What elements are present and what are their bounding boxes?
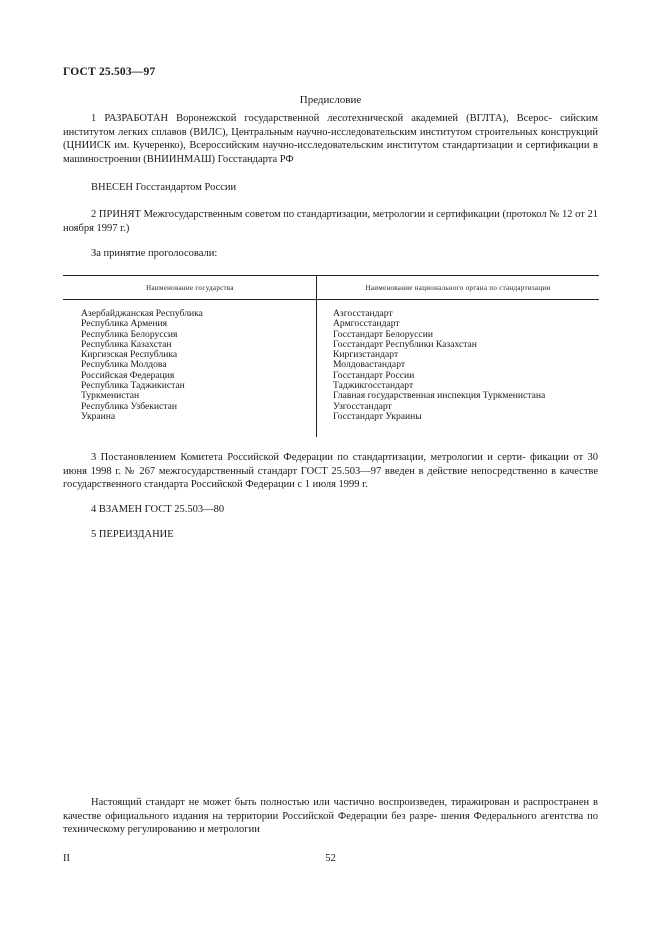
state-name: Азербайджанская Республика: [81, 308, 203, 319]
table-row: [63, 412, 599, 422]
voted-for-label: За принятие проголосовали:: [91, 248, 218, 259]
standards-body-name: Главная государственная инспекция Туркменистана: [333, 390, 546, 402]
table-header: [63, 276, 599, 300]
item-5-reissue: 5 ПЕРЕИЗДАНИЕ: [91, 529, 174, 540]
header-standards-body: Наименование национального органа по стандартизации: [365, 284, 551, 292]
standards-body-name: Узгосстандарт: [333, 400, 392, 412]
standards-body-name: Госстандарт Республики Казахстан: [333, 338, 477, 350]
standards-body-name: Госстандарт Украины: [333, 410, 422, 422]
item-4-replaces: 4 ВЗАМЕН ГОСТ 25.503—80: [91, 504, 225, 515]
voting-table: [63, 275, 599, 437]
state-name: Республика Армения: [81, 318, 168, 330]
standards-body-name: Таджикгосстандарт: [333, 380, 414, 392]
standards-body-name: Армгосстандарт: [333, 318, 400, 330]
item-2-adopted: 2 ПРИНЯТ Межгосударственным советом по стандартизации, метрологии и сертификации (протокол № 12 от 21 ноября 1997 г.): [63, 209, 598, 234]
copyright-notice: Настоящий стандарт не может быть полностью или частично воспроизведен, тиражирован и распространен в качестве официального издания на территории Российской Федерации без разре- шения Федерального агентства по техническому регулированию и метрологии: [63, 797, 598, 836]
state-name: Украина: [81, 410, 116, 422]
standard-code-header: ГОСТ 25.503—97: [63, 66, 156, 78]
header-state: Наименование государства: [146, 284, 234, 292]
roman-page-marker: II: [63, 853, 70, 864]
state-name: Республика Казахстан: [81, 338, 172, 350]
state-name: Российская Федерация: [81, 369, 175, 381]
state-name: Киргизская Республика: [81, 349, 178, 361]
standards-body-name: Госстандарт Белоруссии: [333, 328, 433, 340]
item-3-resolution: 3 Постановлением Комитета Российской Федерации по стандартизации, метрологии и серти- фикации от 30 июня 1998 г. № 267 межгосударственный стандарт ГОСТ 25.503—97 введен в действие непосредственно в качестве государственного стандарта Российской Федерации с 1 июля 1999 г.: [63, 452, 598, 491]
page-number: 52: [325, 853, 336, 864]
item-1-developed: 1 РАЗРАБОТАН Воронежской государственной лесотехнической академией (ВГЛТА), Всерос- сийским институтом легких сплавов (ВИЛС), Центральным научно-исследовательским институтом строительных конструкций (ЦНИИСК им. Кучеренко), Всероссийским научно-исследовательским институтом стандартизации и сертификации в машиностроении (ВНИИНМАШ) Госстандарта РФ: [63, 113, 598, 165]
state-name: Туркменистан: [81, 390, 140, 402]
standards-body-name: Киргизстандарт: [333, 349, 399, 361]
standards-body-name: Азгосстандарт: [333, 308, 393, 319]
state-name: Республика Узбекистан: [81, 400, 178, 412]
table-row: [63, 402, 599, 412]
standards-body-name: Госстандарт России: [333, 369, 415, 381]
introduced-by: ВНЕСЕН Госстандартом России: [91, 182, 237, 193]
foreword-title: Предисловие: [299, 94, 362, 106]
state-name: Республика Молдова: [81, 359, 167, 371]
state-name: Республика Таджикистан: [81, 380, 185, 392]
state-name: Республика Белоруссия: [81, 328, 178, 340]
standards-body-name: Молдовастандарт: [333, 359, 406, 371]
table-body: [63, 309, 599, 422]
